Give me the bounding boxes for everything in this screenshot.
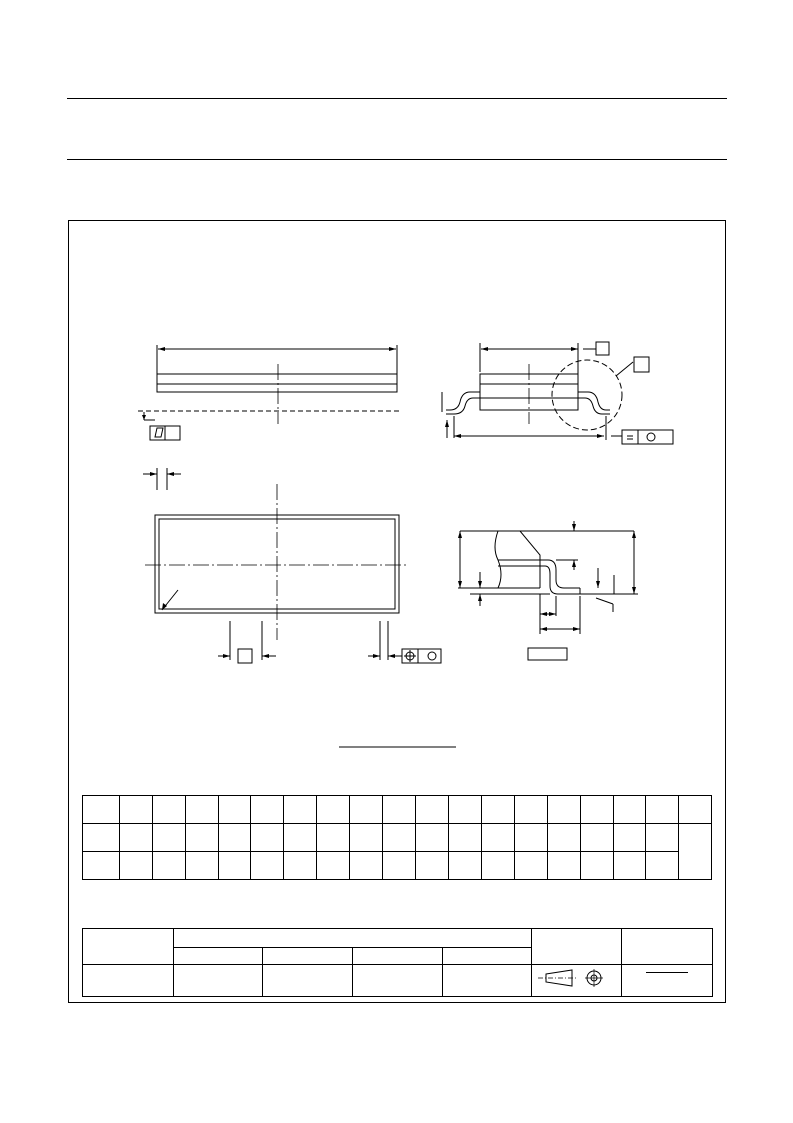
jeita-header — [353, 948, 443, 965]
dim-value-cell — [383, 824, 416, 852]
dim-value-cell — [153, 824, 186, 852]
dim-value-cell — [350, 852, 383, 880]
dim-header-cell — [614, 796, 646, 824]
dim-value-cell — [350, 824, 383, 852]
dim-value-cell — [284, 852, 317, 880]
dim-value-cell — [153, 852, 186, 880]
blank-header — [443, 948, 532, 965]
dim-value-cell — [548, 852, 581, 880]
dim-value-cell — [317, 824, 350, 852]
issue-date-rule — [646, 972, 688, 973]
dim-unit-cell — [83, 824, 120, 852]
dim-header-cell — [120, 796, 153, 824]
dim-value-cell — [449, 824, 482, 852]
top-view — [143, 468, 441, 663]
dim-value-cell — [515, 852, 548, 880]
dim-header-cell — [581, 796, 614, 824]
dim-value-cell — [449, 852, 482, 880]
projection-symbol-icon — [532, 965, 620, 991]
jedec-value — [263, 965, 353, 997]
dim-header-cell — [383, 796, 416, 824]
references-header — [174, 929, 532, 948]
dim-header-cell — [219, 796, 251, 824]
dim-header-cell — [449, 796, 482, 824]
dim-value-cell — [120, 852, 153, 880]
blank-value — [443, 965, 532, 997]
projection-header — [532, 929, 622, 965]
side-view — [138, 345, 400, 440]
issue-date-value — [622, 965, 713, 997]
dim-value-cell — [186, 824, 219, 852]
dim-value-cell — [416, 852, 449, 880]
dim-header-cell — [350, 796, 383, 824]
dim-value-cell — [482, 852, 515, 880]
projection-symbol-cell — [532, 965, 622, 997]
dim-value-cell — [186, 852, 219, 880]
version-table — [82, 928, 713, 997]
dim-header-cell — [646, 796, 679, 824]
dim-value-cell — [614, 852, 646, 880]
dimensions-table — [82, 795, 712, 880]
dim-header-cell — [251, 796, 284, 824]
dim-value-cell — [383, 852, 416, 880]
end-view — [442, 342, 673, 444]
dim-value-cell — [482, 824, 515, 852]
dim-header-cell — [548, 796, 581, 824]
dim-value-cell — [416, 824, 449, 852]
dim-header-cell — [317, 796, 350, 824]
dim-value-cell — [515, 824, 548, 852]
issue-date-header — [622, 929, 713, 965]
dim-value-cell — [251, 824, 284, 852]
iec-header — [174, 948, 263, 965]
dim-value-cell — [251, 852, 284, 880]
jeita-value — [353, 965, 443, 997]
dim-value-cell — [284, 824, 317, 852]
dim-header-cell — [515, 796, 548, 824]
dim-value-cell — [614, 824, 646, 852]
dim-header-cell — [416, 796, 449, 824]
outline-version-header — [83, 929, 174, 965]
dim-header-cell — [482, 796, 515, 824]
dim-value-cell — [646, 824, 679, 852]
dim-value-cell — [120, 824, 153, 852]
dim-unit-cell — [83, 852, 120, 880]
dim-value-cell — [646, 852, 679, 880]
dim-value-cell — [317, 852, 350, 880]
dim-value-cell — [219, 824, 251, 852]
dim-value-cell — [581, 824, 614, 852]
dim-header-cell — [153, 796, 186, 824]
jedec-header — [263, 948, 353, 965]
dim-value-cell — [219, 852, 251, 880]
dim-header-cell — [186, 796, 219, 824]
dim-value-cell — [581, 852, 614, 880]
dim-header-cell — [679, 796, 712, 824]
dim-value-cell — [548, 824, 581, 852]
dim-header-cell — [83, 796, 120, 824]
dim-header-cell — [284, 796, 317, 824]
iec-value — [174, 965, 263, 997]
dim-value-cell — [679, 824, 712, 880]
outline-version-value — [83, 965, 174, 997]
detail-view — [458, 521, 638, 660]
